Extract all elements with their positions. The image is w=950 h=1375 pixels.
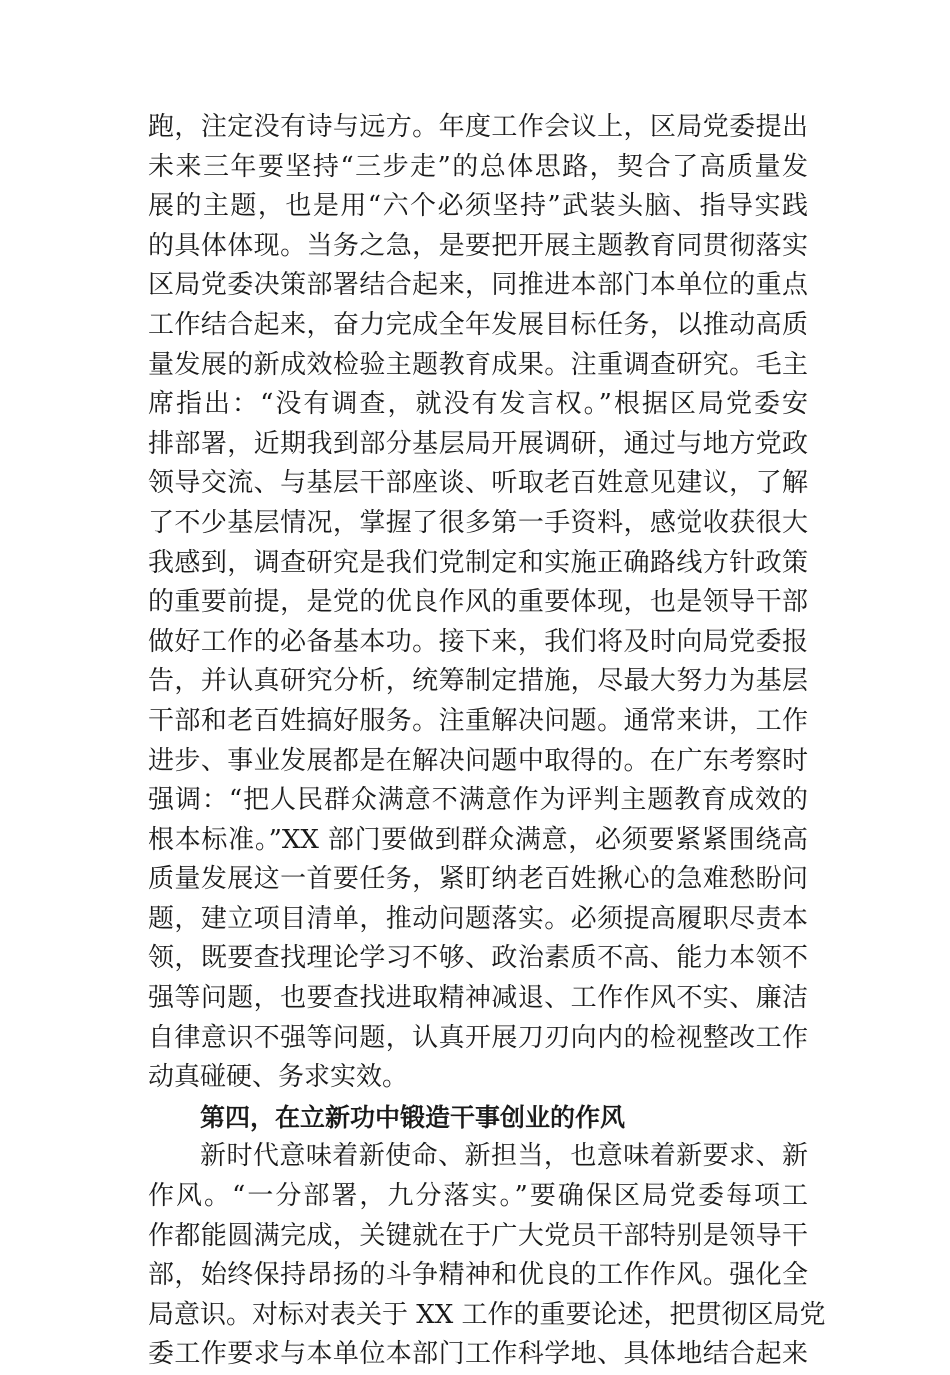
paragraph-line: 强调：“把人民群众满意不满意作为评判主题教育成效的 — [148, 785, 808, 816]
paragraph-line: 新时代意味着新使命、新担当，也意味着新要求、新 — [200, 1141, 808, 1172]
paragraph-line: 自律意识不强等问题，认真开展刀刃向内的检视整改工作 — [148, 1022, 808, 1053]
paragraph-line: 根本标准。”XX 部门要做到群众满意，必须要紧紧围绕高 — [148, 824, 808, 855]
paragraph-line: 展的主题，也是用“六个必须坚持”武装头脑、指导实践 — [148, 191, 808, 222]
paragraph-line: 量发展的新成效检验主题教育成果。注重调查研究。毛主 — [148, 349, 808, 380]
paragraph-line: 席指出：“没有调查，就没有发言权。”根据区局党委安 — [148, 389, 808, 420]
paragraph-line: 干部和老百姓搞好服务。注重解决问题。通常来讲，工作 — [148, 705, 808, 736]
paragraph-line: 未来三年要坚持“三步走”的总体思路，契合了高质量发 — [148, 151, 808, 182]
paragraph-line: 局意识。对标对表关于 XX 工作的重要论述，把贯彻区局党 — [148, 1299, 826, 1330]
paragraph-line: 题，建立项目清单，推动问题落实。必须提高履职尽责本 — [148, 903, 808, 934]
paragraph-line: 部，始终保持昂扬的斗争精神和优良的工作作风。强化全 — [148, 1260, 808, 1291]
paragraph-line: 跑，注定没有诗与远方。年度工作会议上，区局党委提出 — [148, 112, 808, 142]
paragraph-line: 作风。“一分部署，九分落实。”要确保区局党委每项工 — [148, 1181, 808, 1212]
paragraph-line: 排部署，近期我到部分基层局开展调研，通过与地方党政 — [148, 428, 808, 459]
section-heading: 第四，在立新功中锻造干事创业的作风 — [200, 1102, 626, 1132]
paragraph-line: 作都能圆满完成，关键就在于广大党员干部特别是领导干 — [148, 1220, 808, 1251]
paragraph-line: 的具体体现。当务之急，是要把开展主题教育同贯彻落实 — [148, 230, 808, 261]
paragraph-line: 动真碰硬、务求实效。 — [148, 1062, 409, 1093]
paragraph-line: 领导交流、与基层干部座谈、听取老百姓意见建议，了解 — [148, 468, 808, 499]
paragraph-line: 告，并认真研究分析，统筹制定措施，尽最大努力为基层 — [148, 666, 808, 697]
paragraph-line: 质量发展这一首要任务，紧盯纳老百姓揪心的急难愁盼问 — [148, 864, 808, 895]
paragraph-line: 强等问题，也要查找进取精神减退、工作作风不实、廉洁 — [148, 983, 808, 1014]
paragraph-line: 做好工作的必备基本功。接下来，我们将及时向局党委报 — [148, 626, 808, 657]
paragraph-line: 我感到，调查研究是我们党制定和实施正确路线方针政策 — [148, 547, 808, 578]
document-body — [148, 108, 826, 1375]
paragraph-line: 区局党委决策部署结合起来，同推进本部门本单位的重点 — [148, 270, 808, 301]
paragraph-line: 委工作要求与本单位本部门工作科学地、具体地结合起来 — [148, 1339, 808, 1370]
paragraph-line: 的重要前提，是党的优良作风的重要体现，也是领导干部 — [148, 587, 808, 618]
paragraph-line: 了不少基层情况，掌握了很多第一手资料，感觉收获很大 — [148, 507, 808, 538]
paragraph-line: 领，既要查找理论学习不够、政治素质不高、能力本领不 — [148, 943, 808, 974]
paragraph-line: 工作结合起来，奋力完成全年发展目标任务，以推动高质 — [148, 309, 808, 340]
paragraph-line: 进步、事业发展都是在解决问题中取得的。在广东考察时 — [148, 745, 808, 776]
